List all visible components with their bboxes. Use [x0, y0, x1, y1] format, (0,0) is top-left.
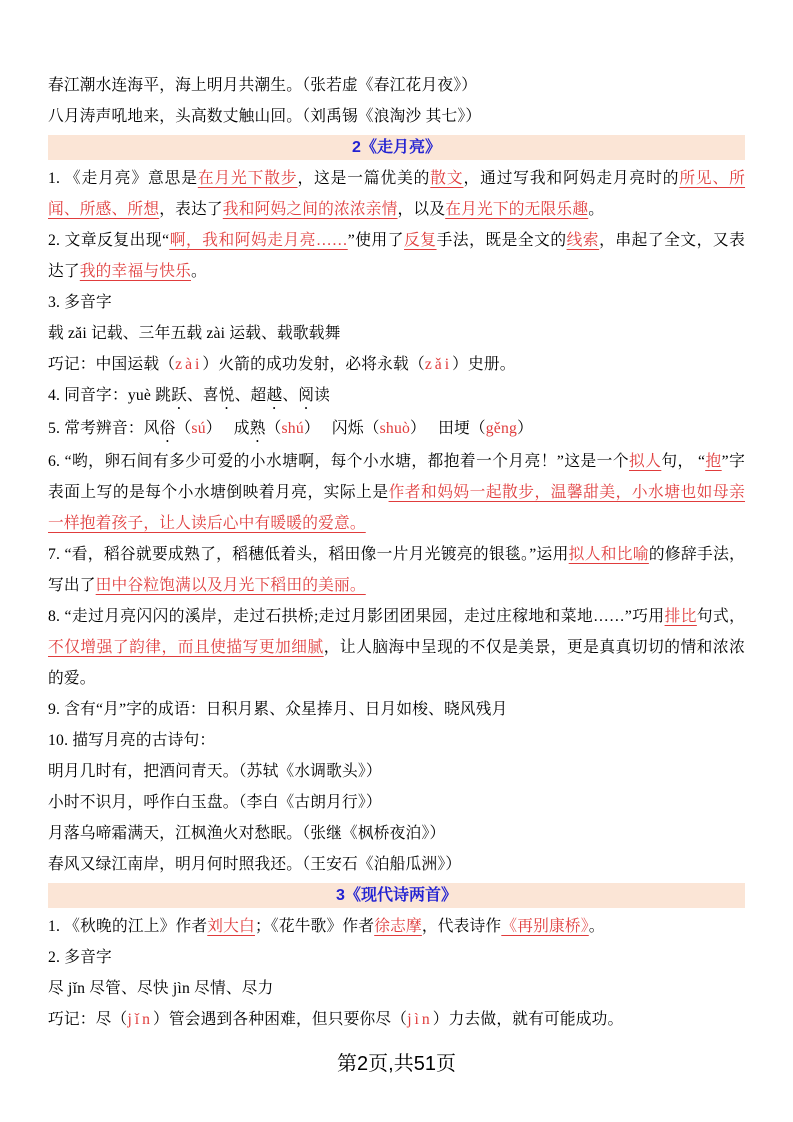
text-run: ） 田埂（ [410, 420, 486, 437]
text-run: ，让人脑海中呈现的不仅是美景，更是真真切切的情和浓浓的爱。 [48, 639, 745, 687]
paragraph [48, 101, 745, 132]
annotated-text-run: 越 [266, 387, 283, 404]
text-run: ，代表诗作 [421, 918, 502, 935]
text-run: 4. 同音字：yuè 跳 [48, 387, 172, 404]
section-header [48, 135, 745, 160]
text-run: 2. 文章反复出现“ [48, 232, 170, 249]
text-run: 、 [282, 387, 299, 404]
annotated-text-run: 悦 [218, 387, 235, 404]
annotated-text-run: zǎi [424, 356, 453, 373]
annotated-text-run: 啊，我和阿妈走月亮…… [169, 232, 348, 249]
paragraph [48, 1004, 745, 1035]
annotated-text-run: 排比 [664, 608, 697, 625]
paragraph [48, 911, 745, 942]
annotated-text-run: 拟人和比喻 [568, 546, 649, 563]
text-run: 8. “走过月亮闪闪的溪岸，走过石拱桥;走过月影团团果园，走过庄稼地和菜地……”巧用 [48, 608, 665, 625]
paragraph [48, 349, 745, 380]
annotated-text-run: 所见、所闻、所感、所想 [48, 170, 746, 218]
annotated-text-run: zài [175, 356, 203, 373]
text-run: （ [265, 420, 282, 437]
text-run: ） 闪烁（ [303, 420, 380, 437]
text-run: 的修辞手法，写出了 [48, 546, 746, 594]
paragraph [48, 163, 745, 225]
annotated-text-run: 徐志摩 [374, 918, 422, 935]
paragraph [48, 973, 745, 1004]
annotated-text-run: 在月光下散步 [197, 170, 298, 187]
annotated-text-run: 跃 [171, 387, 187, 404]
paragraph [48, 818, 745, 849]
text-run: ”使用了 [347, 232, 405, 249]
paragraph [48, 380, 745, 413]
text-run: ，表达了 [159, 201, 223, 218]
paragraph [48, 318, 745, 349]
text-run: 小时不识月，呼作白玉盘。（李白《古朗月行》） [48, 794, 382, 811]
section-header [48, 883, 745, 908]
text-run: 。 [191, 263, 207, 280]
text-run: 载 zǎi 记载、三年五载 zài 运载、载歌载舞 [48, 325, 341, 342]
text-run: 尽 jǐn 尽管、尽快 jìn 尽情、尽力 [48, 980, 274, 997]
annotated-text-run: 散文 [430, 170, 464, 187]
text-run: ） [517, 420, 533, 437]
paragraph [48, 601, 745, 694]
annotated-text-run: gěng [485, 420, 518, 437]
annotated-text-run: shuò [379, 420, 411, 437]
text-run: 。 [588, 918, 605, 935]
annotated-text-run: 线索 [566, 232, 600, 249]
text-run: ）管会遇到各种困难，但只要你尽（ [153, 1011, 408, 1028]
text-run: （ [175, 420, 192, 437]
paragraph [48, 942, 745, 973]
annotated-text-run: 作者和妈妈一起散步，温馨甜美，小水塘也如母亲一样抱着孩子，让人读后心中有暖暖的爱意。 [48, 484, 746, 532]
text-run: ，这是一篇优美的 [297, 170, 431, 187]
text-run: 春江潮水连海平，海上明月共潮生。（张若虚《春江花月夜》） [48, 77, 478, 94]
annotated-text-run: sú [191, 420, 206, 437]
paragraph [48, 787, 745, 818]
text-run: ，通过写我和阿妈走月亮时的 [463, 170, 680, 187]
text-run: ，串起了全文，又表达了 [48, 232, 746, 280]
text-run: ）史册。 [452, 356, 516, 373]
annotated-text-run: 刘大白 [207, 918, 255, 935]
text-run: 1. 《走月亮》意思是 [48, 170, 198, 187]
text-run: 巧记：尽（ [48, 1011, 128, 1028]
text-run: 句， “ [661, 453, 706, 470]
text-run: 、喜 [187, 387, 219, 404]
text-run: 句式， [696, 608, 746, 625]
page-indicator: 第2页,共51页 [337, 1053, 456, 1075]
text-run: ；《花牛歌》作者 [254, 918, 375, 935]
paragraph [48, 694, 745, 725]
text-run: 3. 多音字 [48, 294, 112, 311]
paragraph [48, 725, 745, 756]
annotated-text-run: 我和阿妈之间的浓浓亲情 [222, 201, 398, 218]
paragraph [48, 756, 745, 787]
text-run: ，以及 [397, 201, 446, 218]
paragraph [48, 539, 745, 601]
text-run: 八月涛声吼地来，头高数丈触山回。（刘禹锡《浪淘沙 其七》） [48, 108, 482, 125]
page-footer [0, 1047, 793, 1076]
text-run: 春风又绿江南岸，明月何时照我还。（王安石《泊船瓜洲》） [48, 856, 462, 873]
paragraph [48, 287, 745, 318]
annotated-text-run: 拟人 [629, 453, 662, 470]
text-run: 。 [588, 201, 605, 218]
annotated-text-run: 抱 [705, 453, 722, 470]
text-run: 9. 含有“月”字的成语：日积月累、众星捧月、日月如梭、晓风残月 [48, 701, 508, 718]
annotated-text-run: 反复 [404, 232, 437, 249]
annotated-text-run: 《再别康桥》 [501, 918, 589, 935]
text-run: 10. 描写月亮的古诗句： [48, 732, 216, 749]
text-run: ） 成 [205, 420, 250, 437]
annotated-text-run: jǐn [127, 1011, 153, 1028]
text-run: 明月几时有，把酒问青天。（苏轼《水调歌头》） [48, 763, 382, 780]
annotated-text-run: 我的幸福与快乐 [79, 263, 191, 280]
text-run: 读 [314, 387, 331, 404]
text-run: 5. 常考辨音：风 [48, 420, 160, 437]
paragraph [48, 849, 745, 880]
annotated-text-run: jìn [407, 1011, 433, 1028]
text-run: 巧记：中国运载（ [48, 356, 176, 373]
text-run: ）火箭的成功发射，必将永载（ [202, 356, 425, 373]
annotated-text-run: 不仅增强了韵律，而且使描写更加细腻 [48, 639, 324, 656]
text-run: ）力去做，就有可能成功。 [432, 1011, 624, 1028]
annotated-text-run: 在月光下的无限乐趣 [445, 201, 589, 218]
text-run: 2. 多音字 [48, 949, 112, 966]
annotated-text-run: 田中谷粒饱满以及月光下稻田的美丽。 [95, 577, 366, 594]
section-title: 3《现代诗两首》 [336, 887, 457, 904]
paragraph [48, 446, 745, 539]
text-run: 7. “看，稻谷就要成熟了，稻穗低着头，稻田像一片月光镀亮的银毯。”运用 [48, 546, 569, 563]
paragraph [48, 225, 745, 287]
text-run: 月落乌啼霜满天，江枫渔火对愁眠。（张继《枫桥夜泊》） [48, 825, 446, 842]
text-run: 6. “哟，卵石间有多少可爱的小水塘啊，每个小水塘，都抱着一个月亮！”这是一个 [48, 453, 629, 470]
paragraph [48, 413, 745, 446]
text-run: ”字表面上写的是每个小水塘倒映着月亮，实际上是 [48, 453, 745, 501]
annotated-text-run: 熟 [249, 420, 266, 437]
annotated-text-run: shú [281, 420, 304, 437]
paragraph [48, 70, 745, 101]
text-run: 手法，既是全文的 [436, 232, 567, 249]
section-title: 2《走月亮》 [352, 139, 441, 156]
annotated-text-run: 阅 [298, 387, 315, 404]
text-run: 、超 [234, 387, 267, 404]
annotated-text-run: 俗 [159, 420, 176, 437]
document-body [48, 70, 745, 1035]
text-run: 1. 《秋晚的江上》作者 [48, 918, 208, 935]
